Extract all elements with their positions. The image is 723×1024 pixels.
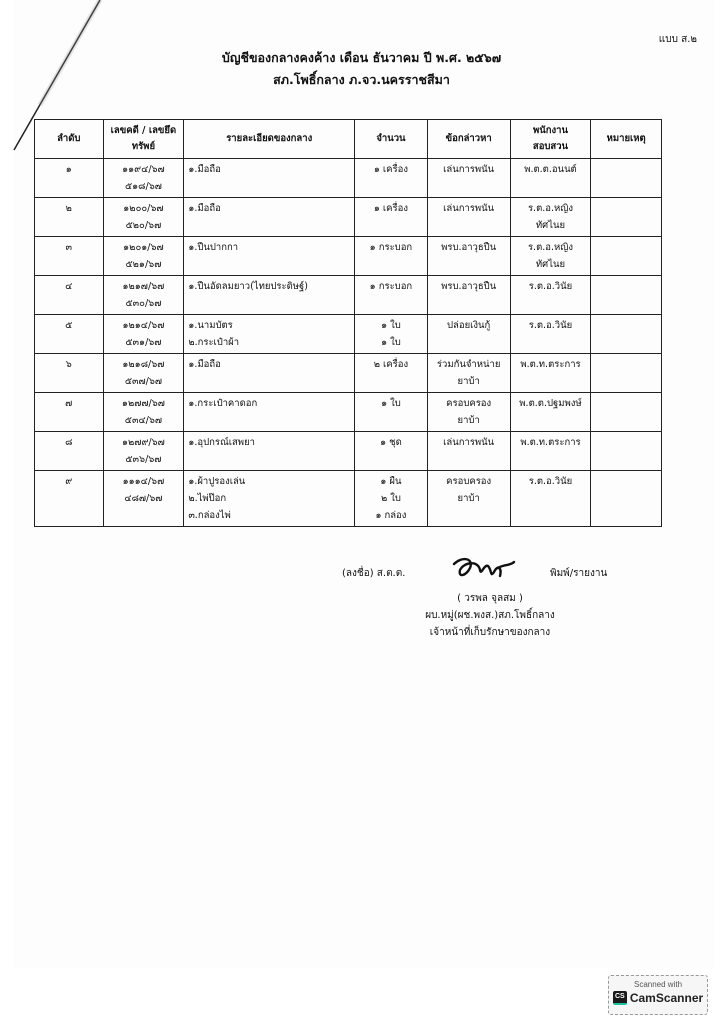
cell-desc <box>184 354 355 393</box>
cell-charge <box>427 159 510 198</box>
cell-charge-line: ปล่อยเงินกู้ <box>447 320 491 331</box>
camscanner-watermark <box>608 975 708 1015</box>
cell-case-line: ๕๑๘/๖๗ <box>124 181 162 192</box>
signature-role: พิมพ์/รายงาน <box>550 568 608 579</box>
watermark-brand <box>609 991 707 1005</box>
cell-charge-line: ครอบครอง <box>446 398 492 409</box>
table-row <box>35 276 662 315</box>
cell-no: ๑ <box>35 159 104 198</box>
cell-officer <box>510 471 591 527</box>
cell-charge-line: ยาบ้า <box>457 415 480 426</box>
cell-desc-line: ๑.กระเป๋าคาดอก <box>188 398 258 409</box>
cell-case-line: ๑๑๑๔/๖๗ <box>122 476 165 487</box>
cell-charge-line: เล่นการพนัน <box>443 437 495 448</box>
cell-qty <box>355 198 428 237</box>
cell-case-line: ๑๒๑๔/๖๗ <box>122 320 165 331</box>
cell-charge-line: ยาบ้า <box>457 376 480 387</box>
cell-case <box>103 159 184 198</box>
cell-qty-line: ๑ กระบอก <box>369 242 413 253</box>
cell-charge <box>427 471 510 527</box>
cell-case-line: ๑๒๐๐/๖๗ <box>123 203 164 214</box>
cell-case <box>103 354 184 393</box>
cell-charge <box>427 276 510 315</box>
camscanner-logo-icon: CS <box>613 991 627 1005</box>
cell-officer <box>510 276 591 315</box>
cell-note <box>591 315 662 354</box>
table-row <box>35 354 662 393</box>
cell-note <box>591 198 662 237</box>
header-charge: ข้อกล่าวหา <box>427 120 510 159</box>
header-officer-line1: พนักงาน <box>532 125 568 136</box>
document-title: บัญชีของกลางคงค้าง เดือน ธันวาคม ปี พ.ศ. ๒๕๖๗ <box>221 50 502 65</box>
watermark-name: CamScanner <box>629 991 704 1005</box>
cell-case <box>103 393 184 432</box>
cell-charge <box>427 237 510 276</box>
cell-case-line: ๑๒๑๘/๖๗ <box>122 359 165 370</box>
cell-no: ๙ <box>35 471 104 527</box>
form-code: แบบ ส.๒ <box>658 34 697 45</box>
table-body <box>35 159 662 527</box>
cell-qty-line: ๑ ใบ <box>381 320 401 331</box>
cell-desc-line: ๒.ไพ่ป๊อก <box>188 493 227 504</box>
signer-duty: เจ้าหน้าที่เก็บรักษาของกลาง <box>429 627 551 638</box>
cell-qty-line: ๑ เครื่อง <box>373 164 408 175</box>
cell-desc-line: ๑.ปืนปากกา <box>188 242 239 253</box>
cell-qty <box>355 159 428 198</box>
table-row <box>35 471 662 527</box>
cell-officer-line: ร.ต.อ.วินัย <box>528 320 573 331</box>
cell-case <box>103 432 184 471</box>
cell-case <box>103 198 184 237</box>
cell-charge <box>427 315 510 354</box>
cell-case-line: ๕๒๐/๖๗ <box>125 220 162 231</box>
cell-case-line: ๑๑๙๔/๖๗ <box>122 164 165 175</box>
cell-case <box>103 276 184 315</box>
header-qty: จำนวน <box>355 120 428 159</box>
cell-qty-line: ๒ เครื่อง <box>373 359 409 370</box>
cell-no: ๘ <box>35 432 104 471</box>
cell-case-line: ๕๓๑/๖๗ <box>125 337 162 348</box>
cell-case-line: ๕๓๐/๖๗ <box>125 298 162 309</box>
cell-case-line: ๕๒๑/๖๗ <box>125 259 162 270</box>
cell-note <box>591 237 662 276</box>
cell-officer <box>510 393 591 432</box>
cell-desc-line: ๑.ปืนอัดลมยาว(ไทยประดิษฐ์) <box>188 281 309 292</box>
cell-no: ๖ <box>35 354 104 393</box>
cell-desc-line: ๑.มือถือ <box>188 203 221 214</box>
signer-name: ( วรพล จุลสม ) <box>457 593 523 604</box>
cell-desc <box>184 159 355 198</box>
cell-note <box>591 159 662 198</box>
cell-officer-line: ทัศไนย <box>535 220 566 231</box>
cell-case-line: ๔๘๗/๖๗ <box>124 493 163 504</box>
cell-case-line: ๑๒๑๗/๖๗ <box>122 281 165 292</box>
cell-note <box>591 393 662 432</box>
cell-charge-line: ครอบครอง <box>446 476 492 487</box>
cell-qty <box>355 237 428 276</box>
header-officer-line2: สอบสวน <box>532 141 569 152</box>
cell-officer-line: พ.ต.ต.ปฐมพงษ์ <box>519 398 582 409</box>
header-case-line2: เลขยึดทรัพย์ <box>131 125 177 152</box>
cell-case-line: ๕๓๖/๖๗ <box>125 454 162 465</box>
cell-qty-line: ๑ ใบ <box>381 398 401 409</box>
header-note: หมายเหตุ <box>591 120 662 159</box>
cell-officer <box>510 354 591 393</box>
cell-qty <box>355 393 428 432</box>
cell-desc-line: ๓.กล่องไพ่ <box>188 510 231 521</box>
header-officer <box>510 120 591 159</box>
cell-desc-line: ๒.กระเป๋าผ้า <box>188 337 240 348</box>
cell-desc <box>184 198 355 237</box>
cell-desc <box>184 276 355 315</box>
cell-note <box>591 276 662 315</box>
cell-officer <box>510 198 591 237</box>
cell-case-line: ๑๒๗๗/๖๗ <box>121 398 165 409</box>
cell-case <box>103 237 184 276</box>
cell-desc <box>184 471 355 527</box>
cell-qty <box>355 276 428 315</box>
cell-charge <box>427 393 510 432</box>
cell-qty <box>355 315 428 354</box>
cell-qty-line: ๑ ผืน <box>380 476 402 487</box>
cell-no: ๒ <box>35 198 104 237</box>
handwritten-signature <box>448 554 518 584</box>
cell-officer-line: ร.ต.อ.วินัย <box>528 476 573 487</box>
document-subtitle: สภ.โพธิ์กลาง ภ.จว.นครราชสีมา <box>273 72 450 87</box>
cell-desc-line: ๑.ผ้าปูรองเล่น <box>188 476 246 487</box>
cell-qty-line: ๑ ชุด <box>380 437 402 448</box>
cell-qty-line: ๑ กล่อง <box>375 510 407 521</box>
cell-desc-line: ๑.มือถือ <box>188 359 221 370</box>
cell-desc <box>184 315 355 354</box>
cell-charge-line: ร่วมกันจำหน่าย <box>436 359 501 370</box>
cell-officer-line: พ.ต.ท.ตระการ <box>520 437 581 448</box>
cell-qty <box>355 432 428 471</box>
cell-note <box>591 471 662 527</box>
cell-officer-line: ร.ต.อ.หญิง <box>527 203 573 214</box>
cell-no: ๔ <box>35 276 104 315</box>
cell-case <box>103 315 184 354</box>
table-row <box>35 237 662 276</box>
table-row <box>35 198 662 237</box>
cell-officer-line: ทัศไนย <box>535 259 566 270</box>
table-row <box>35 393 662 432</box>
header-desc: รายละเอียดของกลาง <box>184 120 355 159</box>
table-row <box>35 315 662 354</box>
cell-charge <box>427 198 510 237</box>
cell-officer-line: ร.ต.อ.วินัย <box>528 281 573 292</box>
header-case-line1: เลขคดี / <box>110 125 146 136</box>
cell-charge-line: ยาบ้า <box>457 493 480 504</box>
signature-row <box>330 560 650 586</box>
cell-charge-line: พรบ.อาวุธปืน <box>441 242 497 253</box>
table-row <box>35 432 662 471</box>
cell-charge-line: เล่นการพนัน <box>443 203 495 214</box>
cell-officer-line: พ.ต.ท.ตระการ <box>520 359 581 370</box>
cell-desc-line: ๑.มือถือ <box>188 164 221 175</box>
cell-officer <box>510 237 591 276</box>
cell-desc <box>184 237 355 276</box>
table-row <box>35 159 662 198</box>
cell-qty-line: ๒ ใบ <box>380 493 401 504</box>
cell-case-line: ๕๓๗/๖๗ <box>124 376 163 387</box>
cell-no: ๕ <box>35 315 104 354</box>
cell-officer <box>510 432 591 471</box>
cell-charge <box>427 432 510 471</box>
cell-case-line: ๑๒๗๙/๖๗ <box>122 437 165 448</box>
cell-qty <box>355 471 428 527</box>
cell-charge-line: เล่นการพนัน <box>443 164 495 175</box>
cell-charge <box>427 354 510 393</box>
cell-note <box>591 354 662 393</box>
watermark-top-text: Scanned with <box>633 980 683 989</box>
cell-note <box>591 432 662 471</box>
cell-no: ๓ <box>35 237 104 276</box>
header-no: ลำดับ <box>35 120 104 159</box>
cell-officer-line: ร.ต.อ.หญิง <box>527 242 573 253</box>
cell-charge-line: พรบ.อาวุธปืน <box>441 281 497 292</box>
header-case <box>103 120 184 159</box>
cell-officer <box>510 159 591 198</box>
cell-qty <box>355 354 428 393</box>
signature-block <box>330 560 650 641</box>
cell-qty-line: ๑ กระบอก <box>369 281 413 292</box>
cell-officer <box>510 315 591 354</box>
cell-desc <box>184 432 355 471</box>
cell-officer-line: พ.ต.ต.อนนต์ <box>524 164 577 175</box>
cell-qty-line: ๑ เครื่อง <box>373 203 408 214</box>
cell-case-line: ๕๓๔/๖๗ <box>124 415 163 426</box>
cell-no: ๗ <box>35 393 104 432</box>
cell-case <box>103 471 184 527</box>
cell-qty-line: ๑ ใบ <box>381 337 401 348</box>
signature-label: (ลงชื่อ) ส.ต.ต. <box>342 568 406 579</box>
cell-desc-line: ๑.นามบัตร <box>188 320 233 331</box>
cell-case-line: ๑๒๐๑/๖๗ <box>123 242 164 253</box>
cell-desc <box>184 393 355 432</box>
signer-position: ผบ.หมู่(ผช.พงส.)สภ.โพธิ์กลาง <box>425 610 555 621</box>
evidence-table <box>34 119 662 527</box>
cell-desc-line: ๑.อุปกรณ์เสพยา <box>188 437 255 448</box>
table-header-row <box>35 120 662 159</box>
